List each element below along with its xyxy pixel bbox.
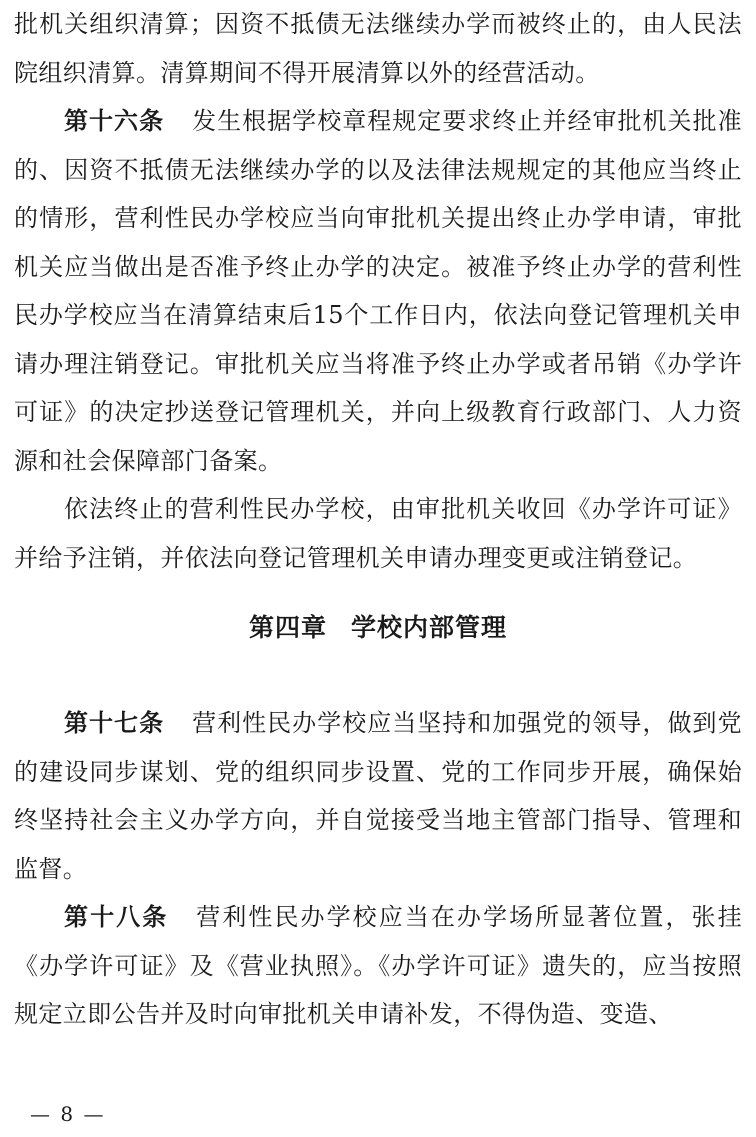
paragraph-clearing-continued bbox=[14, 0, 742, 97]
article-text: 营利性民办学校应当在办学场所显著位置，张挂《办学许可证》及《营业执照》。《办学许可证》遗失的，应当按照规定立即公告并及时向审批机关申请补发，不得伪造、变造、 bbox=[14, 903, 742, 1028]
paragraph-text: 批机关组织清算；因资不抵债无法继续办学而被终止的，由人民法院组织清算。清算期间不得开展清算以外的经营活动。 bbox=[14, 10, 742, 87]
page-number: — 8 — bbox=[30, 1102, 106, 1126]
article-text: 营利性民办学校应当坚持和加强党的领导，做到党的建设同步谋划、党的组织同步设置、党的工作同步开展，确保始终坚持社会主义办学方向，并自觉接受当地主管部门指导、管理和监督。 bbox=[14, 709, 742, 883]
article-number: 第十八条 bbox=[64, 903, 169, 931]
article-text: 发生根据学校章程规定要求终止并经审批机关批准的、因资不抵债无法继续办学的以及法律法规规定的其他应当终止的情形，营利性民办学校应当向审批机关提出终止办学申请，审批机关应当做出是否准予终止办学的决定。被准予终止办学的营利性民办学校应当在清算结束后15个工作日内，依法向登记管理机关申请办理注销登记。审批机关应当将准予终止办学或者吊销《办学许可证》的决定抄送登记管理机关，并向上级教育行政部门、人力资源和社会保障部门备案。 bbox=[14, 107, 742, 475]
article-17 bbox=[14, 699, 742, 893]
article-number: 第十六条 bbox=[64, 107, 165, 135]
chapter-title: 学校内部管理 bbox=[351, 613, 508, 642]
paragraph-text: 依法终止的营利性民办学校，由审批机关收回《办学许可证》并给予注销，并依法向登记管理机关申请办理变更或注销登记。 bbox=[14, 495, 742, 572]
chapter-heading bbox=[0, 608, 756, 644]
article-16 bbox=[14, 97, 742, 485]
paragraph-license-revocation bbox=[14, 485, 742, 582]
chapter-number: 第四章 bbox=[248, 613, 327, 642]
article-number: 第十七条 bbox=[64, 709, 165, 737]
article-18 bbox=[14, 893, 742, 1039]
